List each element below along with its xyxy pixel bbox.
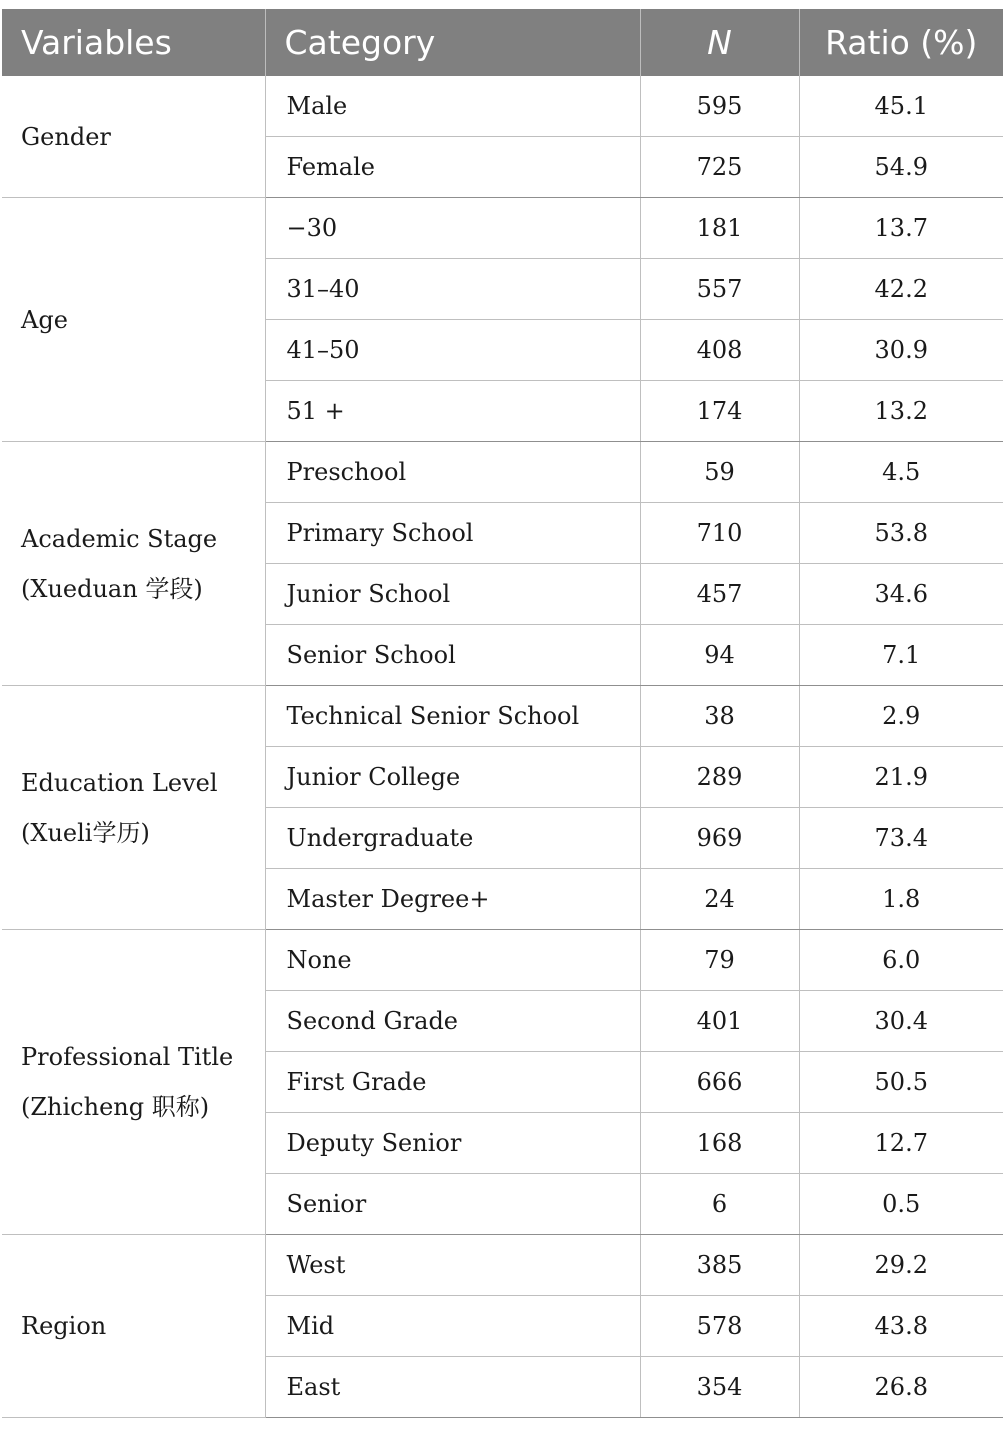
variable-label: Professional Title	[21, 1043, 234, 1071]
category-cell: Female	[265, 137, 640, 198]
variable-cell	[2, 442, 265, 686]
n-cell: 557	[640, 259, 799, 320]
table-row	[2, 1235, 1003, 1296]
n-cell: 710	[640, 503, 799, 564]
category-cell: Preschool	[265, 442, 640, 503]
category-cell: −30	[265, 198, 640, 259]
ratio-cell: 73.4	[799, 808, 1003, 869]
ratio-cell: 6.0	[799, 930, 1003, 991]
header-category: Category	[265, 9, 640, 76]
n-cell: 181	[640, 198, 799, 259]
category-cell: None	[265, 930, 640, 991]
variable-cell	[2, 76, 265, 198]
ratio-cell: 26.8	[799, 1357, 1003, 1418]
ratio-cell: 13.2	[799, 381, 1003, 442]
category-cell: Senior	[265, 1174, 640, 1235]
ratio-cell: 54.9	[799, 137, 1003, 198]
n-cell: 38	[640, 686, 799, 747]
n-cell: 401	[640, 991, 799, 1052]
ratio-cell: 0.5	[799, 1174, 1003, 1235]
ratio-cell: 45.1	[799, 76, 1003, 137]
n-cell: 385	[640, 1235, 799, 1296]
n-cell: 578	[640, 1296, 799, 1357]
category-cell: 31–40	[265, 259, 640, 320]
category-cell: Mid	[265, 1296, 640, 1357]
n-cell: 457	[640, 564, 799, 625]
ratio-cell: 53.8	[799, 503, 1003, 564]
ratio-cell: 7.1	[799, 625, 1003, 686]
variable-label: (Zhicheng 职称)	[21, 1093, 210, 1121]
ratio-cell: 21.9	[799, 747, 1003, 808]
header-n: N	[640, 9, 799, 76]
n-cell: 725	[640, 137, 799, 198]
category-cell: Undergraduate	[265, 808, 640, 869]
category-cell: West	[265, 1235, 640, 1296]
table-row	[2, 198, 1003, 259]
table-body	[2, 76, 1003, 1418]
n-cell: 174	[640, 381, 799, 442]
n-cell: 408	[640, 320, 799, 381]
ratio-cell: 50.5	[799, 1052, 1003, 1113]
header-ratio: Ratio (%)	[799, 9, 1003, 76]
n-cell: 24	[640, 869, 799, 930]
n-cell: 168	[640, 1113, 799, 1174]
ratio-cell: 29.2	[799, 1235, 1003, 1296]
n-cell: 59	[640, 442, 799, 503]
variable-cell	[2, 1235, 265, 1418]
category-cell: East	[265, 1357, 640, 1418]
n-cell: 79	[640, 930, 799, 991]
n-cell: 94	[640, 625, 799, 686]
ratio-cell: 43.8	[799, 1296, 1003, 1357]
category-cell: Junior School	[265, 564, 640, 625]
ratio-cell: 13.7	[799, 198, 1003, 259]
n-cell: 6	[640, 1174, 799, 1235]
variable-cell	[2, 930, 265, 1235]
category-cell: Male	[265, 76, 640, 137]
category-cell: Technical Senior School	[265, 686, 640, 747]
n-cell: 354	[640, 1357, 799, 1418]
category-cell: Deputy Senior	[265, 1113, 640, 1174]
category-cell: Primary School	[265, 503, 640, 564]
n-cell: 969	[640, 808, 799, 869]
table-header	[2, 9, 1003, 76]
ratio-cell: 1.8	[799, 869, 1003, 930]
variable-label: (Xueduan 学段)	[21, 574, 203, 603]
ratio-cell: 34.6	[799, 564, 1003, 625]
category-cell: 51 +	[265, 381, 640, 442]
category-cell: 41–50	[265, 320, 640, 381]
ratio-cell: 12.7	[799, 1113, 1003, 1174]
variable-label: (Xueli学历)	[21, 818, 150, 847]
demographics-table	[2, 9, 1003, 1418]
category-cell: First Grade	[265, 1052, 640, 1113]
category-cell: Junior College	[265, 747, 640, 808]
n-cell: 289	[640, 747, 799, 808]
ratio-cell: 30.4	[799, 991, 1003, 1052]
n-cell: 595	[640, 76, 799, 137]
category-cell: Second Grade	[265, 991, 640, 1052]
table-row	[2, 686, 1003, 747]
category-cell: Master Degree+	[265, 869, 640, 930]
variable-cell	[2, 198, 265, 442]
variable-label: Education Level	[21, 768, 218, 797]
table-row	[2, 930, 1003, 991]
ratio-cell: 42.2	[799, 259, 1003, 320]
variable-label: Age	[21, 305, 68, 334]
variable-label: Academic Stage	[21, 524, 218, 553]
table-row	[2, 442, 1003, 503]
variable-cell	[2, 686, 265, 930]
n-cell: 666	[640, 1052, 799, 1113]
variable-label: Gender	[21, 122, 111, 151]
variable-label: Region	[21, 1312, 107, 1340]
category-cell: Senior School	[265, 625, 640, 686]
header-row	[2, 9, 1003, 76]
ratio-cell: 4.5	[799, 442, 1003, 503]
ratio-cell: 2.9	[799, 686, 1003, 747]
ratio-cell: 30.9	[799, 320, 1003, 381]
table-row	[2, 76, 1003, 137]
header-variables: Variables	[2, 9, 265, 76]
